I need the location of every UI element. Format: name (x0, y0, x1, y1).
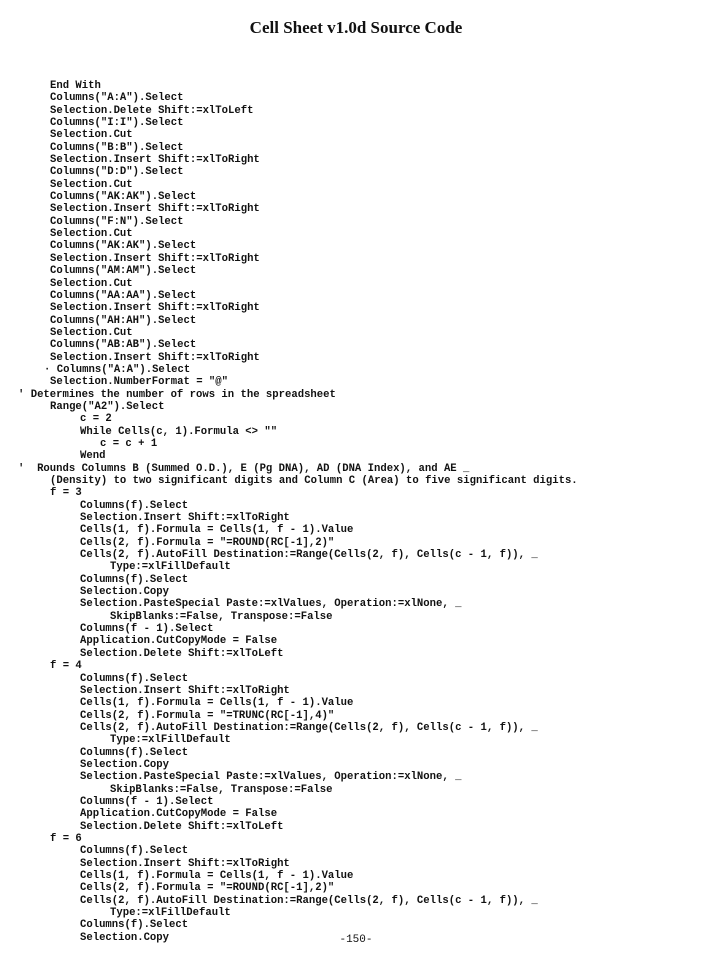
code-line: Selection.Copy (80, 931, 170, 944)
code-line: End With (50, 80, 101, 92)
page-number: -150- (339, 934, 373, 946)
code-line: Selection.Insert Shift:=xlToRight (50, 302, 260, 315)
code-line: Cells(2, f).Formula = "=TRUNC(RC[-1],4)" (80, 709, 335, 722)
code-line: Columns("B:B").Select (50, 141, 184, 154)
code-line: Columns(f).Select (80, 672, 189, 685)
code-line: Columns("AB:AB").Select (50, 339, 197, 352)
code-line: Selection.Cut (50, 129, 133, 142)
code-line: Application.CutCopyMode = False (80, 635, 278, 648)
code-line: Type:=xlFillDefault (110, 734, 231, 747)
code-line: Cells(2, f).AutoFill Destination:=Range(Cells(2, f), Cells(c - 1, f)), _ (80, 549, 538, 562)
code-line: Columns("AK:AK").Select (50, 191, 197, 204)
code-line: Cells(2, f).Formula = "=ROUND(RC[-1],2)" (80, 882, 335, 895)
code-line: Cells(2, f).AutoFill Destination:=Range(Cells(2, f), Cells(c - 1, f)), _ (80, 721, 538, 734)
code-line: Cells(2, f).Formula = "=ROUND(RC[-1],2)" (80, 536, 335, 549)
code-line: Selection.Delete Shift:=xlToLeft (80, 647, 284, 660)
code-line: Columns(f).Select (80, 746, 189, 759)
code-line: f = 3 (50, 487, 82, 500)
code-line: Selection.Delete Shift:=xlToLeft (80, 820, 284, 833)
code-line: Selection.Copy (80, 586, 170, 599)
code-line: Columns(f).Select (80, 573, 189, 586)
code-line: Selection.Cut (50, 228, 133, 241)
code-line: SkipBlanks:=False, Transpose:=False (110, 610, 333, 623)
code-line: Selection.Insert Shift:=xlToRight (50, 252, 260, 265)
code-line: ' Determines the number of rows in the spreadsheet (18, 388, 336, 401)
code-line: Selection.Cut (50, 178, 133, 191)
code-line: Selection.NumberFormat = "@" (50, 376, 229, 389)
code-line: Application.CutCopyMode = False (80, 808, 278, 821)
code-line: Selection.Copy (80, 758, 170, 771)
code-line: Cells(1, f).Formula = Cells(1, f - 1).Value (80, 524, 354, 537)
code-line: Selection.Delete Shift:=xlToLeft (50, 104, 254, 117)
code-line: Cells(2, f).AutoFill Destination:=Range(Cells(2, f), Cells(c - 1, f)), _ (80, 894, 538, 907)
code-line: Columns("AK:AK").Select (50, 240, 197, 253)
code-line: Selection.PasteSpecial Paste:=xlValues, Operation:=xlNone, _ (80, 598, 462, 611)
code-line: Columns(f - 1).Select (80, 623, 214, 636)
code-line: Type:=xlFillDefault (110, 561, 231, 574)
code-line: · Columns("A:A").Select (44, 363, 191, 376)
code-line: Columns("I:I").Select (50, 117, 184, 130)
code-line: Selection.Cut (50, 277, 133, 290)
code-line: Selection.Insert Shift:=xlToRight (80, 512, 290, 525)
code-line: Selection.Cut (50, 326, 133, 339)
code-line: Selection.Insert Shift:=xlToRight (50, 203, 260, 216)
code-line: Columns(f).Select (80, 845, 189, 858)
code-line: Columns("AH:AH").Select (50, 314, 197, 327)
code-line: c = c + 1 (100, 437, 158, 450)
code-line: Cells(1, f).Formula = Cells(1, f - 1).Value (80, 697, 354, 710)
code-line: Selection.Insert Shift:=xlToRight (80, 684, 290, 697)
code-line: Selection.Insert Shift:=xlToRight (80, 857, 290, 870)
code-line: ' Rounds Columns B (Summed O.D.), E (Pg DNA), AD (DNA Index), and AE _ (18, 462, 470, 475)
code-line: Type:=xlFillDefault (110, 907, 231, 920)
code-line: Selection.Insert Shift:=xlToRight (50, 351, 260, 364)
code-line: Cells(1, f).Formula = Cells(1, f - 1).Value (80, 870, 354, 882)
code-line: Selection.PasteSpecial Paste:=xlValues, Operation:=xlNone, _ (80, 771, 462, 784)
code-line: Columns("F:N").Select (50, 215, 184, 228)
code-line: Columns(f - 1).Select (80, 795, 214, 808)
code-line: SkipBlanks:=False, Transpose:=False (110, 783, 333, 796)
code-line: Columns("AA:AA").Select (50, 289, 197, 302)
code-listing (0, 80, 712, 944)
code-line: f = 4 (50, 660, 82, 673)
code-line: Range("A2").Select (50, 400, 165, 413)
code-line: Columns("D:D").Select (50, 166, 184, 179)
code-line: Selection.Insert Shift:=xlToRight (50, 154, 260, 167)
code-line: (Density) to two significant digits and Column C (Area) to five significant digits. (50, 475, 578, 487)
code-line: Columns("AM:AM").Select (50, 265, 197, 278)
code-line: Columns(f).Select (80, 919, 189, 932)
code-line: f = 6 (50, 832, 82, 845)
code-line: c = 2 (80, 413, 112, 426)
code-line: Wend (80, 450, 106, 463)
page-title: Cell Sheet v1.0d Source Code (249, 18, 463, 37)
code-line: While Cells(c, 1).Formula <> "" (80, 425, 278, 438)
code-line: Columns("A:A").Select (50, 92, 184, 105)
code-line: Columns(f).Select (80, 499, 189, 512)
